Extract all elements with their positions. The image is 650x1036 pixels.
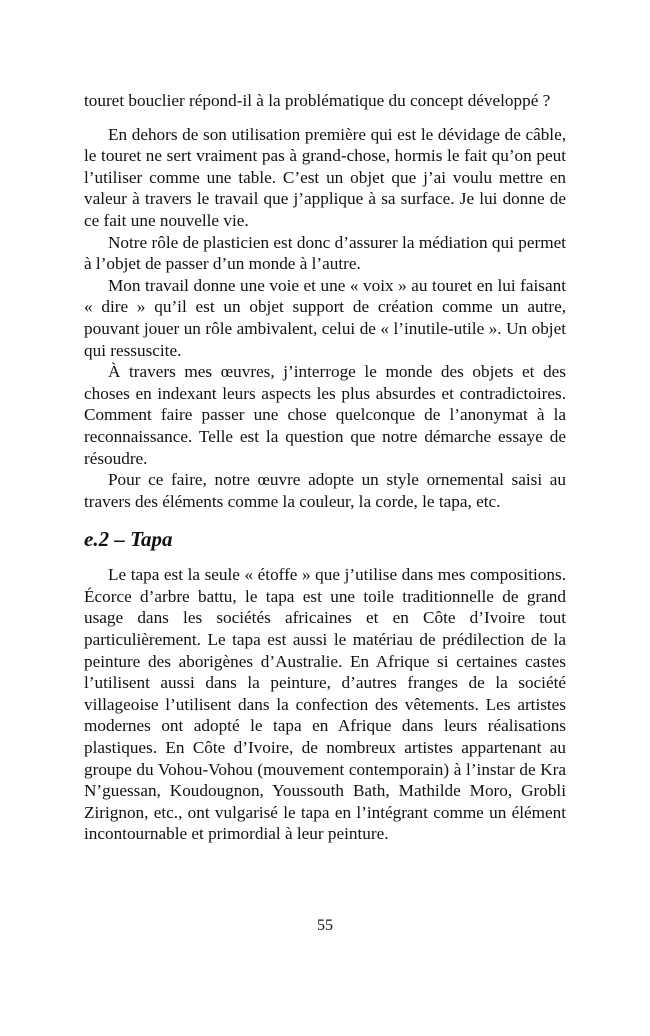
paragraph-tapa: Le tapa est la seule « étoffe » que j’utilise dans mes compositions. Écorce d’arbre battu, le tapa est une toile traditionnelle de grand usage dans les sociétés africaines et en Côte d’Ivoire tout particulièrement. Le tapa est aussi le matériau de prédilection de la peinture des aborigènes d’Australie. En Afrique si certaines castes l’utilisent aussi dans la peinture, d’autres franges de la société villageoise l’utilisent dans la confection des vêtements. Les artistes modernes ont adopté le tapa en Afrique dans leurs réalisations plastiques. En Côte d’Ivoire, de nombreux artistes appartenant au groupe du Vohou-Vohou (mouvement contemporain) à l’instar de Kra N’guessan, Koudougnon, Youssouth Bath, Mathilde Moro, Grobli Zirignon, etc., ont vulgarisé le tapa en l’intégrant comme un élément incontournable et primordial à leur peinture. <box>84 565 566 844</box>
paragraph-touret-usage: En dehors de son utilisation première qui est le dévidage de câble, le touret ne sert vraiment pas à grand-chose, hormis le fait qu’on peut l’utiliser comme une table. C’est un objet que j’ai voulu mettre en valeur à travers le travail que j’applique à sa surface. Je lui donne de ce fait une nouvelle vie. <box>84 124 566 230</box>
paragraph-style-ornemental: Pour ce faire, notre œuvre adopte un style ornemental saisi au travers des éléments comme la couleur, la corde, le tapa, etc. <box>84 470 566 511</box>
document-page <box>84 90 566 845</box>
paragraph-monde-objets: À travers mes œuvres, j’interroge le monde des objets et des choses en indexant leurs aspects les plus absurdes et contradictoires. Comment faire passer une chose quelconque de l’anonymat à la reconnaissance. Telle est la question que notre démarche essaye de résoudre. <box>84 362 566 468</box>
page-number: 55 <box>317 917 333 934</box>
paragraph-role-plasticien: Notre rôle de plasticien est donc d’assurer la médiation qui permet à l’objet de passer d’un monde à l’autre. <box>84 232 566 274</box>
paragraph-continued-question: touret bouclier répond-il à la problématique du concept développé ? <box>84 91 551 110</box>
section-heading-tapa: e.2 – Tapa <box>84 527 173 552</box>
paragraph-voie-voix: Mon travail donne une voie et une « voix » au touret en lui faisant « dire » qu’il est un objet support de création comme un autre, pouvant jouer un rôle ambivalent, celui de « l’inutile-utile ». Un objet qui ressuscite. <box>84 275 566 360</box>
